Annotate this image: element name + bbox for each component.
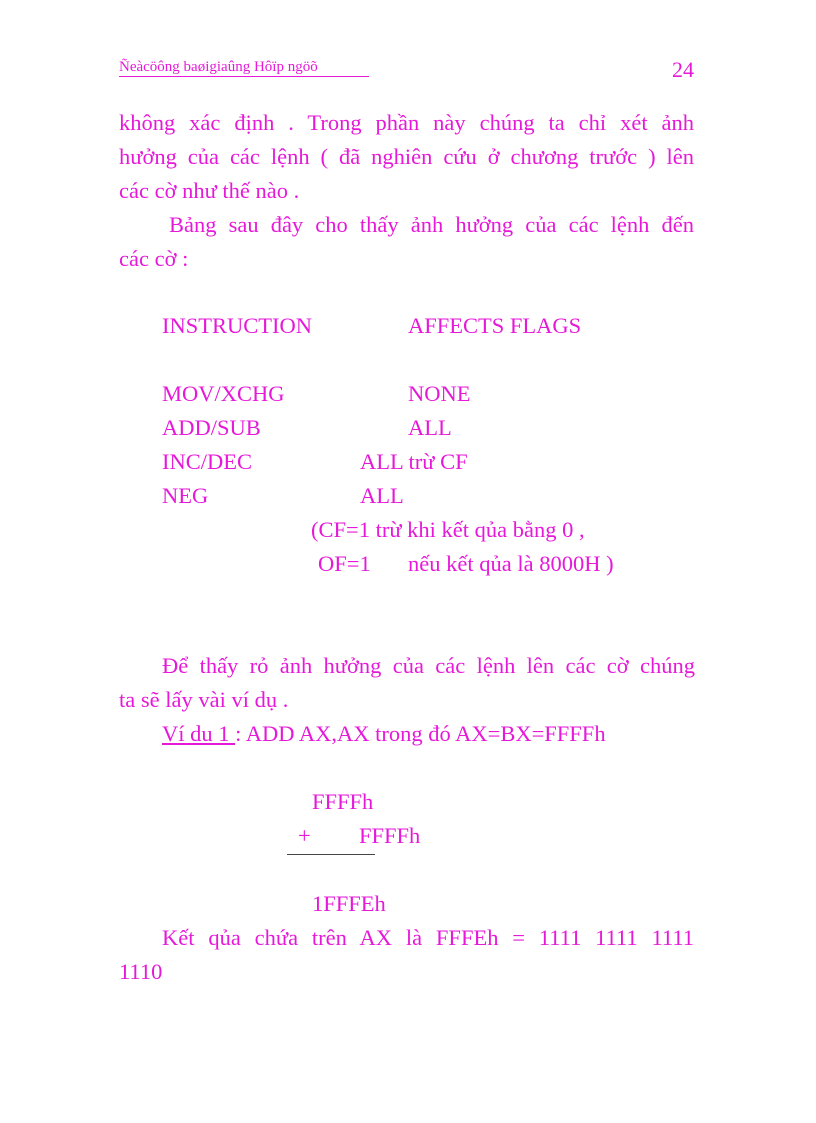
table-header-instruction: INSTRUCTION (162, 313, 312, 338)
table-header-flags: AFFECTS FLAGS (408, 313, 582, 338)
addition-plus-sign: + (298, 823, 311, 848)
addition-result: 1FFFEh (312, 891, 386, 916)
addition-operand-1: FFFFh (312, 789, 374, 814)
conclusion-line2: 1110 (119, 959, 163, 984)
addition-operand-2: FFFFh (359, 823, 421, 848)
table-row-instruction: NEG (162, 483, 209, 508)
example-1-line (162, 717, 606, 751)
para1-line2: hưởng của các lệnh ( đã nghiên cứu ở chương trước ) lên (119, 144, 694, 169)
table-row-instruction: ADD/SUB (162, 415, 261, 440)
table-row-flags: ALL trừ CF (360, 449, 468, 474)
para2-line2: các cờ : (119, 246, 189, 271)
header-underline (119, 76, 369, 77)
para1-line1: không xác định . Trong phần này chúng ta chỉ xét ảnh (119, 110, 694, 135)
running-header-title: Ñeàcöông baøigiaûng Hôïp ngöõ (119, 59, 318, 75)
table-row-flags: ALL (360, 483, 404, 508)
table-row-flags: ALL (408, 415, 452, 440)
neg-note-line2: nếu kết qủa là 8000H ) (408, 551, 614, 576)
neg-note-line1: (CF=1 trừ khi kết qủa bằng 0 , (311, 517, 585, 542)
table-row-instruction: MOV/XCHG (162, 381, 285, 406)
example-intro-line2: ta sẽ lấy vài ví dụ . (119, 687, 289, 712)
table-row-instruction: INC/DEC (162, 449, 252, 474)
addition-rule (287, 854, 375, 855)
para1-line3: các cờ như thế nào . (119, 178, 300, 203)
neg-note-of: OF=1 (318, 551, 371, 576)
para2-line1: Bảng sau đây cho thấy ảnh hưởng của các lệnh đến (169, 212, 694, 237)
table-row-flags: NONE (408, 381, 471, 406)
conclusion-line1: Kết qủa chứa trên AX là FFFEh = 1111 1111 1111 (162, 925, 694, 950)
example-statement: : ADD AX,AX trong đó AX=BX=FFFFh (235, 721, 606, 746)
page-number: 24 (672, 57, 694, 82)
example-label: Ví du 1 (162, 721, 236, 746)
example-intro-line1: Để thấy rỏ ảnh hưởng của các lệnh lên các cờ chúng (162, 653, 695, 678)
